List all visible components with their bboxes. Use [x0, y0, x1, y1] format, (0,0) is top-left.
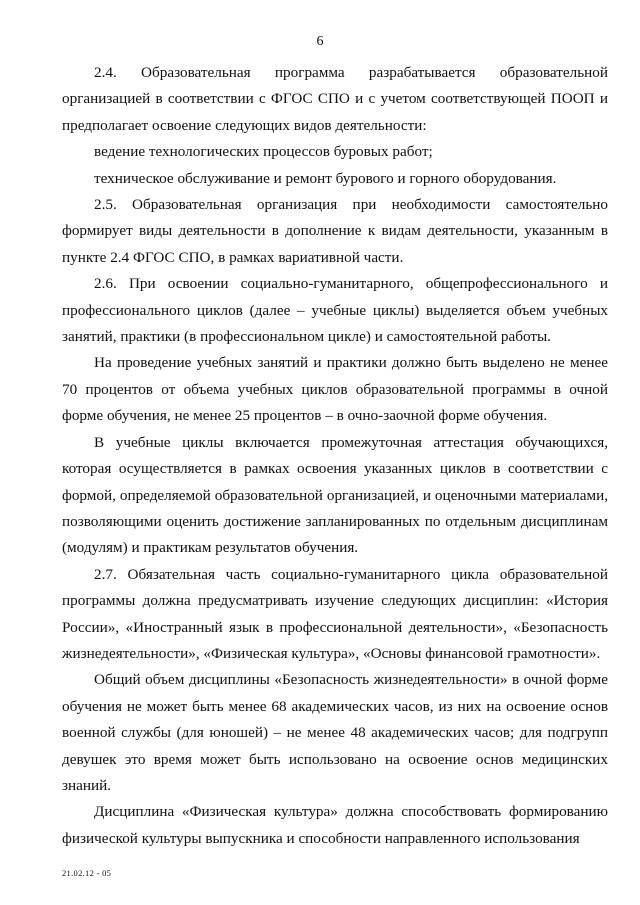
page-number: 6	[316, 34, 324, 49]
paragraph-2-4: 2.4. Образовательная программа разрабатывается образовательной организацией в соответствии с ФГОС СПО и с учетом соответствующей ПООП и предполагает освоение следующих видов деятельности:	[62, 64, 608, 134]
activity-item-maintenance: техническое обслуживание и ремонт бурового и горного оборудования.	[94, 169, 557, 187]
paragraph-life-safety: Общий объем дисциплины «Безопасность жизнедеятельности» в очной форме обучения не может быть менее 68 академических часов, из них на освоение основ военной службы (для юношей) – не менее 48 академических часов; для подгрупп девушек это время может быть использовано на освоение основ медицинских знаний.	[62, 671, 608, 794]
paragraph-2-5: 2.5. Образовательная организация при необходимости самостоятельно формирует виды деятельности в дополнение к видам деятельности, указанным в пункте 2.4 ФГОС СПО, в рамках вариативной части.	[62, 196, 608, 266]
paragraph-attestation: В учебные циклы включается промежуточная аттестация обучающихся, которая осуществляется в рамках освоения указанных циклов в соответствии с формой, определяемой образовательной организацией, и оценочными материалами, позволяющими оценить достижение запланированных по отдельным дисциплинам (модулям) и практикам результатов обучения.	[62, 433, 608, 557]
document-body	[62, 60, 608, 852]
activity-item-drilling: ведение технологических процессов буровых работ;	[94, 143, 433, 161]
paragraph-2-7: 2.7. Обязательная часть социально-гуманитарного цикла образовательной программы должна предусматривать изучение следующих дисциплин: «История России», «Иностранный язык в профессиональной деятельности», «Безопасность жизнедеятельности», «Физическая культура», «Основы финансовой грамотности».	[62, 565, 608, 662]
document-code-footer: 21.02.12 - 05	[62, 868, 112, 878]
paragraph-physical-culture: Дисциплина «Физическая культура» должна способствовать формированию физической культуры выпускника и способности направленного использования	[62, 803, 608, 847]
paragraph-2-6: 2.6. При освоении социально-гуманитарного, общепрофессионального и профессионального циклов (далее – учебные циклы) выделяется объем учебных занятий, практики (в профессиональном цикле) и самостоятельной работы.	[62, 275, 608, 346]
paragraph-study-hours: На проведение учебных занятий и практики должно быть выделено не менее 70 процентов от объема учебных циклов образовательной программы в очной форме обучения, не менее 25 процентов – в очно-заочной форме обучения.	[62, 354, 608, 425]
